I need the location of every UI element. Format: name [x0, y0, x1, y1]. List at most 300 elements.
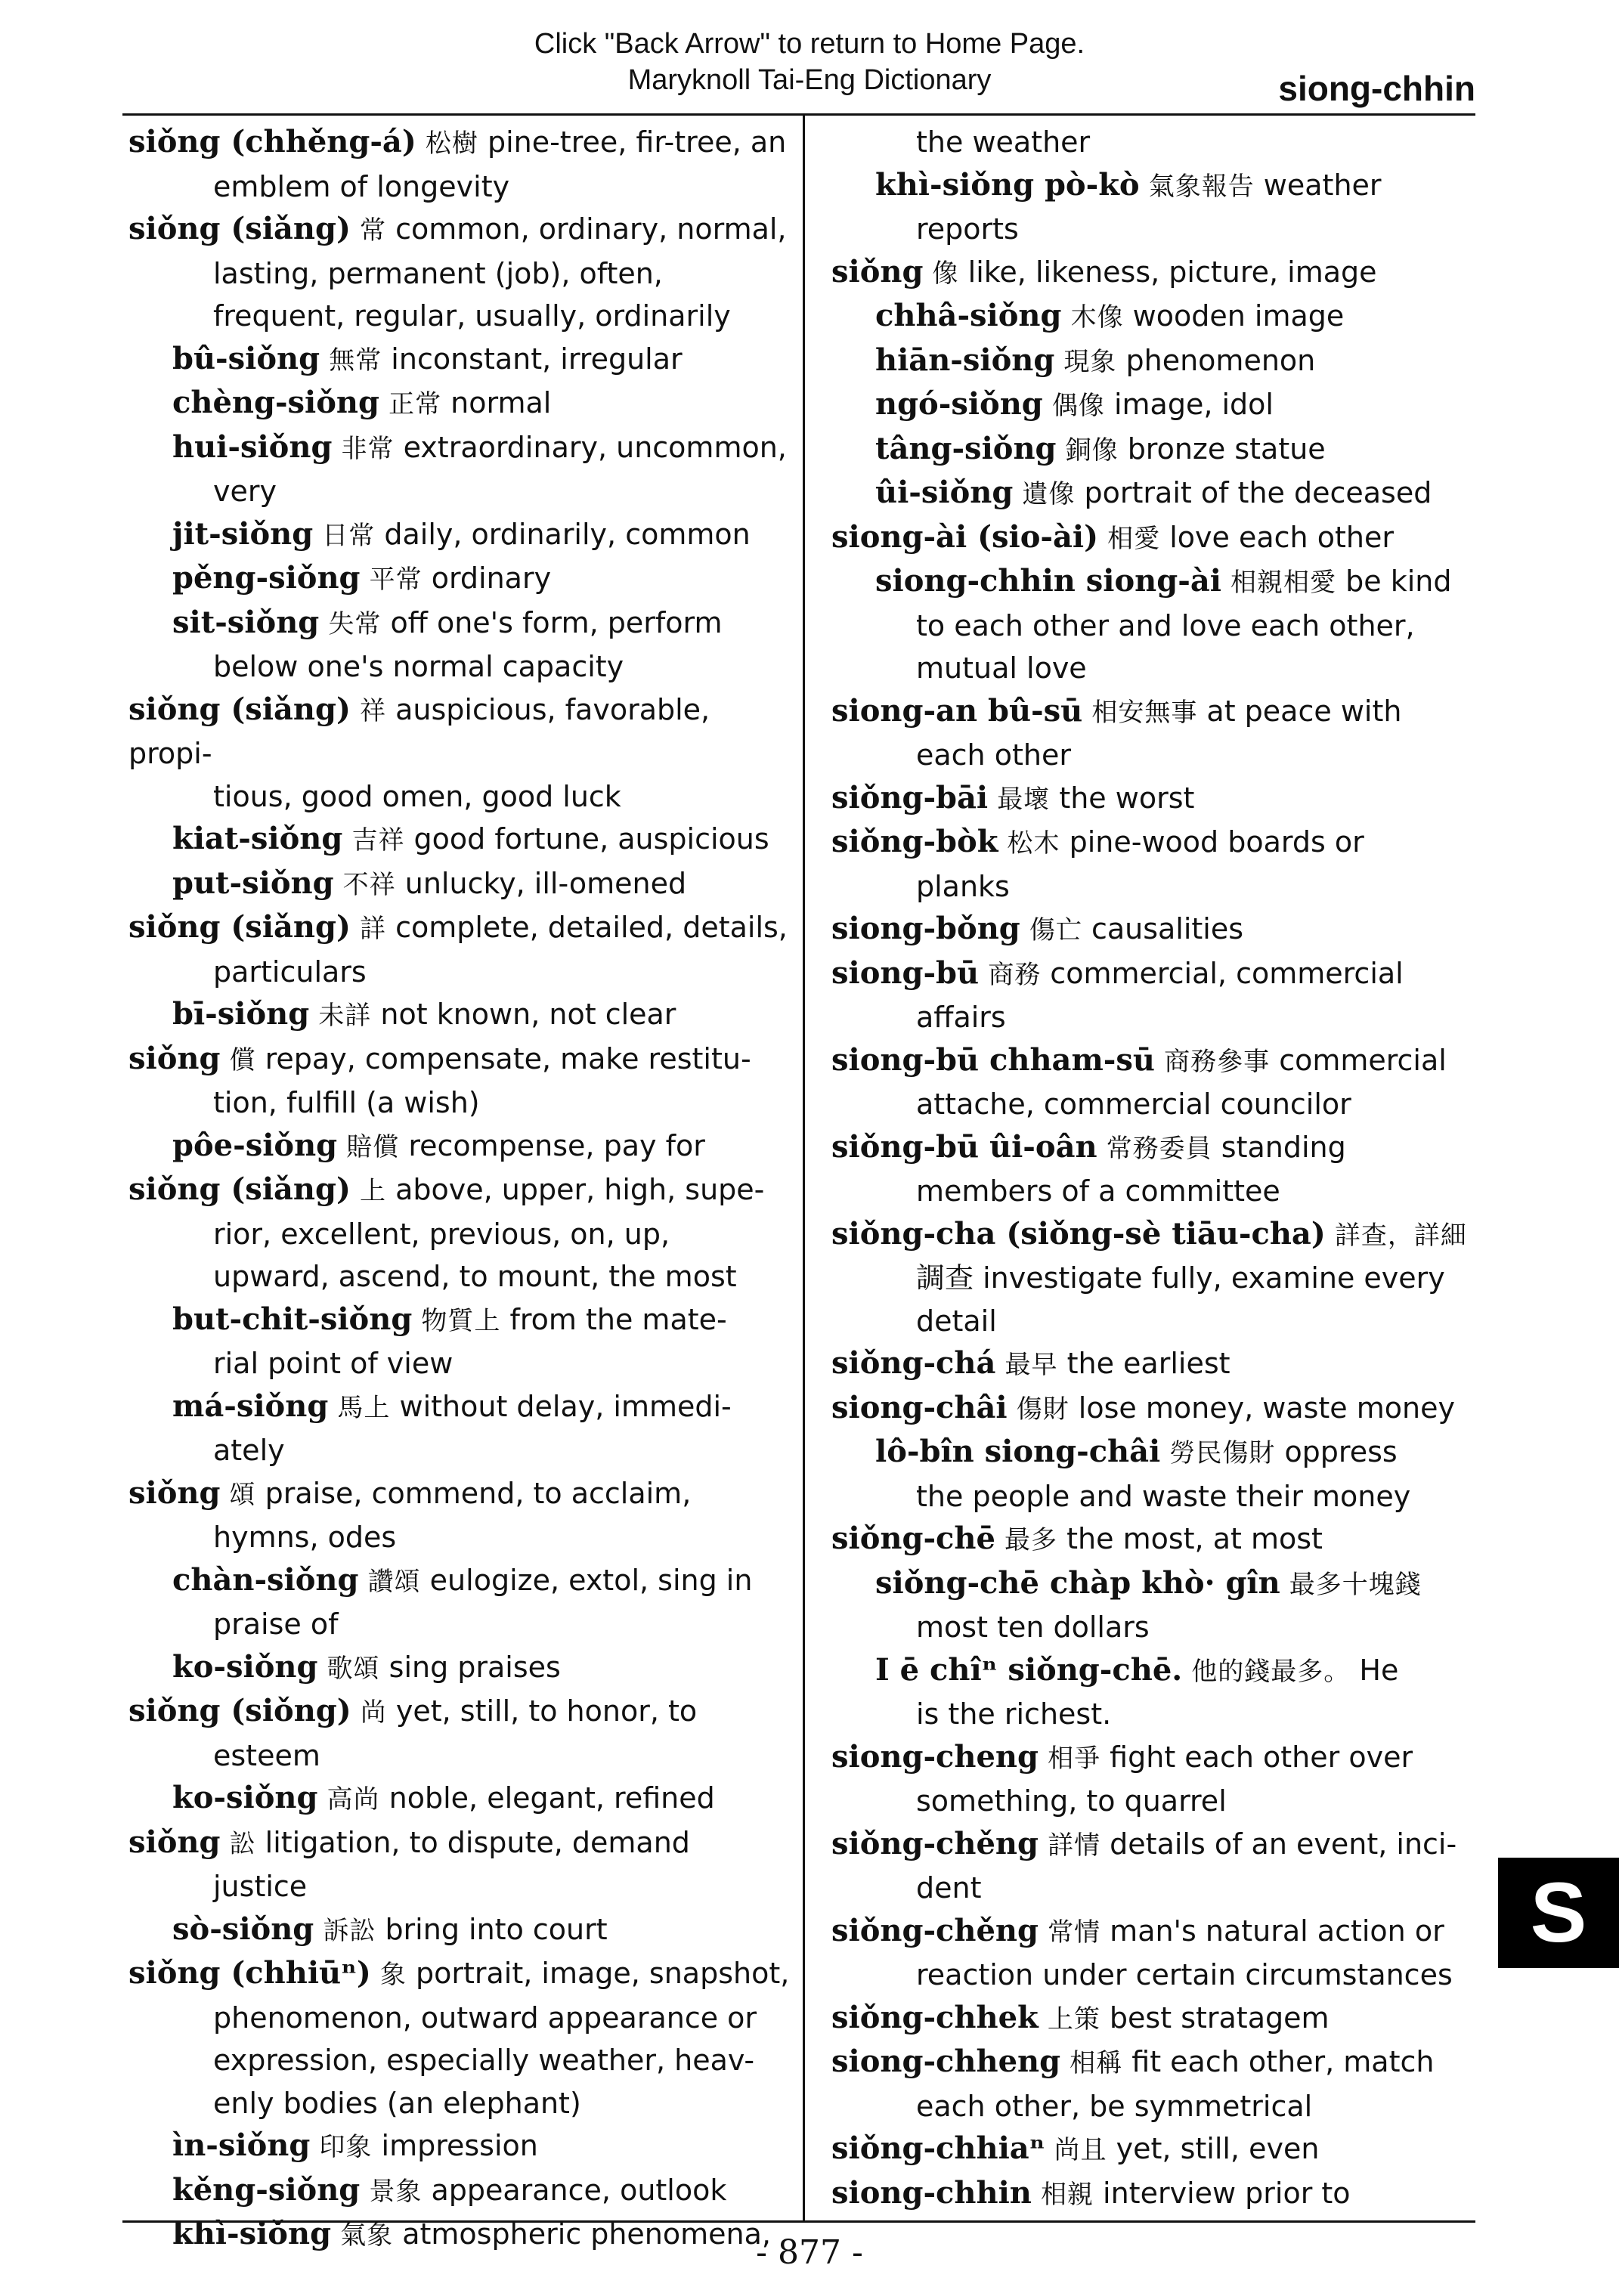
definition: from the mate- — [509, 1302, 727, 1336]
dictionary-entry — [831, 383, 1481, 428]
dictionary-entry — [831, 1431, 1481, 1518]
definition-continuation: enly bodies (an elephant) — [213, 2086, 581, 2120]
dictionary-entry — [831, 121, 1481, 164]
definition: without delay, immedi- — [399, 1389, 732, 1423]
definition: at peace with — [1206, 694, 1402, 728]
entry-line — [831, 2041, 1481, 2085]
entry-line — [172, 2124, 794, 2169]
definition: appearance, outlook — [431, 2173, 727, 2207]
definition: He — [1359, 1653, 1399, 1687]
dictionary-entry — [128, 2124, 794, 2169]
dictionary-entry — [831, 1736, 1481, 1823]
entry-line — [172, 1385, 794, 1430]
definition: not known, not clear — [380, 998, 676, 1031]
definition-continuation: something, to quarrel — [916, 1784, 1227, 1818]
headword: ìn-siǒng — [172, 2127, 311, 2163]
entry-line — [831, 1823, 1481, 1867]
definition: phenomenon — [1125, 343, 1316, 377]
dictionary-entry — [128, 688, 794, 818]
definition: noble, elegant, refined — [388, 1781, 715, 1815]
dictionary-entry — [128, 1298, 794, 1385]
dictionary-entry — [831, 2172, 1481, 2217]
dictionary-entry — [831, 821, 1481, 908]
chinese-characters: 氣象報告 — [1148, 171, 1255, 202]
definition: interview prior to — [1103, 2176, 1351, 2210]
definition-continuation: hymns, odes — [213, 1521, 397, 1554]
dictionary-entry — [831, 1213, 1481, 1300]
headword: siǒng-chhek — [831, 1999, 1039, 2035]
dictionary-entry — [128, 818, 794, 862]
headword: siong-ài (sio-ài) — [831, 518, 1099, 555]
headword: kěng-siǒng — [172, 2171, 361, 2208]
entry-line — [128, 208, 794, 252]
dictionary-entry — [831, 1649, 1481, 1736]
dictionary-entry — [831, 1342, 1481, 1387]
definition-continuation: each other — [916, 738, 1071, 772]
dictionary-entry — [128, 1821, 794, 1908]
definition-continuation: frequent, regular, usually, ordinarily — [213, 299, 731, 333]
entry-line — [831, 1736, 1481, 1781]
chinese-characters: 物質上 — [421, 1305, 501, 1336]
headword: pěng-siǒng — [172, 560, 361, 596]
chinese-characters: 像 — [932, 258, 959, 289]
chinese-characters: 高尚 — [327, 1784, 380, 1815]
definition: daily, ordinarily, common — [384, 517, 751, 551]
dictionary-entry — [128, 1777, 794, 1821]
dictionary-entry — [128, 2082, 794, 2125]
dictionary-entry — [831, 428, 1481, 472]
definition: inconstant, irregular — [391, 342, 683, 376]
dictionary-entry — [831, 164, 1481, 251]
entry-line — [128, 1821, 794, 1866]
definition-continuation: rial point of view — [213, 1347, 454, 1380]
definition-continuation: tious, good omen, good luck — [213, 779, 621, 813]
definition: details of an event, inci- — [1110, 1827, 1457, 1861]
entry-line — [172, 862, 794, 907]
entry-line — [875, 1431, 1481, 1475]
headword: siǒng (siǎng) — [128, 691, 351, 727]
chinese-characters: 景象 — [369, 2176, 423, 2207]
dictionary-entry — [128, 557, 794, 602]
column-divider — [803, 113, 805, 2223]
definition-continuation: detail — [916, 1304, 997, 1338]
chinese-characters: 象 — [379, 1960, 407, 1990]
dictionary-entry — [128, 1385, 794, 1472]
chinese-characters: 松樹 — [425, 128, 478, 159]
entry-line — [172, 818, 794, 862]
dictionary-entry — [831, 2127, 1481, 2172]
chinese-characters: 傷財 — [1016, 1394, 1070, 1425]
dictionary-entry — [831, 647, 1481, 690]
entry-line — [128, 1038, 794, 1082]
dictionary-entry — [128, 993, 794, 1038]
entry-line — [172, 338, 794, 382]
top-rule — [122, 113, 1475, 116]
entry-line — [875, 560, 1481, 605]
chinese-characters: 勞民傷財 — [1169, 1438, 1276, 1468]
entry-line — [831, 1213, 1481, 1258]
dictionary-entry — [128, 602, 794, 688]
headword: hiān-siǒng — [875, 342, 1055, 378]
chinese-characters: 賠償 — [346, 1131, 400, 1162]
headword: sò-siǒng — [172, 1911, 314, 1947]
chinese-characters: 常務委員 — [1106, 1133, 1212, 1164]
chinese-characters: 氣象 — [340, 2220, 394, 2251]
entry-line — [128, 1472, 794, 1517]
entry-line — [172, 513, 794, 558]
dictionary-entry — [128, 906, 794, 993]
chinese-characters: 商務 — [988, 959, 1042, 990]
headword: siǒng — [831, 253, 924, 289]
definition: commercial, commercial — [1050, 956, 1404, 990]
chinese-characters: 最多 — [1005, 1525, 1058, 1555]
dictionary-entry — [831, 1126, 1481, 1213]
definition: causalities — [1091, 912, 1244, 945]
definition-continuation: particulars — [213, 955, 367, 989]
chinese-characters: 償 — [229, 1044, 256, 1075]
entry-line — [831, 1342, 1481, 1387]
dictionary-entry — [128, 1038, 794, 1125]
entry-line — [831, 1039, 1481, 1084]
chinese-characters: 尚 — [360, 1697, 387, 1728]
entry-line — [875, 164, 1481, 209]
chinese-characters: 歌頌 — [327, 1653, 380, 1684]
headword: bû-siǒng — [172, 340, 320, 376]
entry-line — [172, 557, 794, 602]
chinese-characters: 吉祥 — [351, 825, 405, 856]
definition-continuation: the weather — [916, 125, 1091, 159]
dictionary-entry — [128, 208, 794, 295]
dictionary-entry — [128, 1646, 794, 1691]
dictionary-entry — [831, 1997, 1481, 2041]
chinese-characters: 相親相愛 — [1231, 568, 1337, 598]
definition: eulogize, extol, sing in — [429, 1563, 753, 1597]
chinese-characters: 正常 — [388, 389, 442, 419]
dictionary-entry — [831, 1300, 1481, 1343]
headword: ko-siǒng — [172, 1780, 318, 1815]
headword: siong-bǒng — [831, 911, 1020, 946]
chinese-characters: 失常 — [328, 608, 382, 639]
dictionary-entry — [831, 1823, 1481, 1910]
chinese-characters: 訟 — [229, 1828, 256, 1859]
definition: portrait of the deceased — [1084, 476, 1432, 509]
headword: siǒng-chhiaⁿ — [831, 2130, 1045, 2166]
definition: above, upper, high, supe- — [395, 1173, 765, 1206]
headword: chèng-siǒng — [172, 385, 379, 420]
definition-continuation: ately — [213, 1434, 285, 1467]
definition-continuation: planks — [916, 869, 1010, 903]
chinese-characters: 遺像 — [1022, 479, 1076, 509]
headword: siong-châi — [831, 1389, 1008, 1425]
entry-line — [172, 993, 794, 1038]
definition: atmospheric phenomena, — [402, 2217, 771, 2251]
definition: bronze statue — [1127, 432, 1326, 466]
definition: bring into court — [385, 1912, 608, 1946]
chinese-characters: 不祥 — [342, 869, 396, 900]
definition: unlucky, ill-omened — [404, 866, 687, 900]
chinese-characters: 相愛 — [1107, 523, 1161, 554]
definition-continuation: rior, excellent, previous, on, up, — [213, 1217, 670, 1251]
headword: siǒng-chē — [831, 1521, 995, 1556]
headword: I ē chîⁿ siǒng-chē. — [875, 1651, 1183, 1688]
dictionary-entry — [128, 121, 794, 208]
chinese-characters: 相安無事 — [1091, 697, 1198, 728]
chinese-characters: 讚頌 — [367, 1566, 421, 1597]
headword: hui-siǒng — [172, 429, 333, 465]
definition: fight each other over — [1110, 1740, 1413, 1774]
headword: jit-siǒng — [172, 515, 314, 552]
headword: siǒng — [128, 1040, 221, 1076]
dictionary-entry — [831, 690, 1481, 777]
chinese-characters: 最早 — [1005, 1350, 1058, 1380]
headword: siǒng (siǎng) — [128, 1171, 351, 1207]
right-column — [831, 121, 1481, 2216]
definition: lose money, waste money — [1078, 1391, 1455, 1425]
dictionary-entry — [128, 1952, 794, 2039]
definition: praise, commend, to acclaim, — [265, 1476, 692, 1510]
entry-line — [831, 516, 1481, 561]
chinese-characters: 相親 — [1040, 2179, 1094, 2210]
chinese-characters: 未詳 — [318, 1001, 372, 1031]
chinese-characters: 詳情 — [1048, 1830, 1101, 1861]
dictionary-title: Maryknoll Tai-Eng Dictionary — [627, 64, 992, 96]
entry-line — [172, 602, 794, 646]
entry-line — [831, 1387, 1481, 1431]
dictionary-entry — [831, 295, 1481, 339]
definition: yet, still, to honor, to — [395, 1694, 698, 1728]
dictionary-entry — [831, 472, 1481, 516]
entry-line — [172, 1298, 794, 1343]
chinese-characters: 松木 — [1007, 828, 1060, 859]
definition: complete, detailed, details, — [395, 911, 788, 944]
definition: impression — [381, 2129, 538, 2162]
entry-line — [172, 382, 794, 426]
entry-line — [831, 1126, 1481, 1171]
dictionary-entry — [831, 2041, 1481, 2127]
dictionary-entry — [831, 1039, 1481, 1126]
headword: chhâ-siǒng — [875, 298, 1062, 333]
definition-continuation: justice — [213, 1870, 308, 1903]
dictionary-entry — [831, 1562, 1481, 1649]
chinese-characters: 上策 — [1047, 2004, 1100, 2035]
dictionary-entry — [128, 1472, 794, 1559]
definition: be kind — [1345, 565, 1452, 598]
entry-line — [128, 1952, 794, 1997]
dictionary-entry — [128, 1168, 794, 1255]
dictionary-entry — [128, 426, 794, 513]
page-number: - 877 - — [756, 2233, 863, 2272]
chinese-characters: 相稱 — [1070, 2048, 1123, 2078]
entry-line — [831, 1910, 1481, 1954]
chinese-characters: 詳 — [360, 914, 386, 944]
dictionary-entry — [831, 560, 1481, 647]
definition-continuation: upward, ascend, to mount, the most — [213, 1260, 737, 1293]
definition: pine-wood boards or — [1069, 825, 1364, 859]
entry-line — [172, 1908, 794, 1953]
dictionary-entry — [128, 2039, 794, 2082]
entry-line — [831, 1997, 1481, 2041]
definition: fit each other, match — [1131, 2045, 1435, 2078]
headword: siǒng-bū ûi-oân — [831, 1128, 1097, 1165]
definition-continuation: reaction under certain circumstances — [916, 1958, 1453, 1991]
headword: siǒng-cha (siǒng-sè tiāu-cha) — [831, 1215, 1326, 1252]
letter-thumb-tab: S — [1498, 1858, 1619, 1968]
dictionary-entry — [128, 1690, 794, 1777]
entry-line — [831, 908, 1481, 952]
left-column — [128, 121, 794, 2257]
headword: kiat-siǒng — [172, 821, 343, 856]
definition: good fortune, auspicious — [413, 822, 769, 856]
definition: pine-tree, fir-tree, an — [487, 125, 787, 159]
definition-continuation: is the richest. — [916, 1697, 1112, 1731]
chinese-characters: 偶像 — [1051, 391, 1105, 421]
entry-line — [831, 777, 1481, 822]
headword: siong-chhin — [831, 2174, 1032, 2211]
entry-line — [128, 906, 794, 951]
dictionary-entry — [128, 2169, 794, 2214]
headword: put-siǒng — [172, 865, 334, 901]
entry-line — [172, 1125, 794, 1169]
headword: lô-bîn siong-châi — [875, 1434, 1161, 1469]
definition-continuation: the people and waste their money — [916, 1479, 1411, 1513]
definition: off one's form, perform — [390, 605, 723, 639]
chinese-characters: 現象 — [1063, 346, 1117, 377]
definition: the most, at most — [1066, 1522, 1323, 1555]
headword: khì-siǒng pò-kò — [875, 166, 1140, 203]
headword: siong-bū — [831, 955, 980, 991]
entry-line — [128, 688, 794, 775]
chinese-characters: 平常 — [369, 565, 423, 595]
definition-continuation: lasting, permanent (job), often, — [213, 256, 663, 290]
headword: tâng-siǒng — [875, 430, 1057, 466]
entry-line — [831, 821, 1481, 865]
definition: sing praises — [388, 1650, 561, 1684]
dictionary-entry — [128, 382, 794, 426]
entry-line — [831, 690, 1481, 735]
entry-line — [875, 383, 1481, 428]
headword: siǒng (siǒng) — [128, 1693, 351, 1728]
chinese-characters: 常 — [360, 215, 386, 246]
definition: weather — [1263, 168, 1382, 202]
dictionary-entry — [831, 1518, 1481, 1562]
definition: recompense, pay for — [408, 1128, 705, 1162]
definition: wooden image — [1132, 299, 1345, 333]
headword: ko-siǒng — [172, 1648, 318, 1685]
dictionary-entry — [128, 1255, 794, 1298]
headword: ngó-siǒng — [875, 386, 1043, 422]
headword: siǒng (chhěng-á) — [128, 124, 416, 159]
definition-continuation: 調查 investigate fully, examine every — [916, 1261, 1445, 1295]
definition-continuation: reports — [916, 212, 1019, 246]
definition: portrait, image, snapshot, — [415, 1957, 790, 1990]
entry-line — [875, 339, 1481, 384]
entry-line — [831, 2172, 1481, 2217]
dictionary-entry — [128, 862, 794, 907]
dictionary-entry — [831, 952, 1481, 1039]
chinese-characters: 相爭 — [1048, 1743, 1101, 1774]
entry-line — [831, 251, 1481, 296]
dictionary-entry — [831, 1910, 1481, 1997]
definition: love each other — [1169, 520, 1394, 554]
definition-continuation: each other, be symmetrical — [916, 2089, 1313, 2123]
entry-line — [875, 472, 1481, 516]
chinese-characters: 銅像 — [1065, 435, 1119, 466]
definition: litigation, to dispute, demand — [265, 1825, 690, 1859]
dictionary-entry — [128, 338, 794, 382]
entry-line — [831, 952, 1481, 997]
definition: best stratagem — [1109, 2000, 1330, 2035]
chinese-characters: 祥 — [360, 695, 386, 726]
chinese-characters: 常情 — [1048, 1917, 1101, 1948]
entry-line — [172, 426, 794, 471]
definition-continuation: very — [213, 475, 277, 508]
headword: siong-chheng — [831, 2044, 1061, 2079]
dictionary-entry — [128, 295, 794, 338]
headword: siǒng-bāi — [831, 779, 989, 815]
definition: normal — [450, 386, 552, 419]
definition-continuation: phenomenon, outward appearance or — [213, 2000, 757, 2035]
chinese-characters: 他的錢最多。 — [1191, 1656, 1351, 1687]
definition: ordinary — [431, 562, 552, 595]
entry-line — [831, 1518, 1481, 1562]
chinese-characters: 最壞 — [997, 784, 1051, 815]
headword: siǒng — [128, 1824, 221, 1860]
definition-continuation: dent — [916, 1871, 982, 1905]
headword: siǒng-bòk — [831, 824, 998, 859]
dictionary-entry — [831, 339, 1481, 384]
definition-continuation: members of a committee — [916, 1174, 1280, 1208]
chinese-characters: 木像 — [1070, 302, 1124, 333]
entry-line — [831, 2127, 1481, 2172]
definition: commercial — [1279, 1043, 1447, 1077]
chinese-characters: 商務參事 — [1164, 1046, 1271, 1077]
definition-continuation: to each other and love each other, — [916, 608, 1415, 642]
headword: but-chit-siǒng — [172, 1301, 413, 1337]
dictionary-entry — [128, 1125, 794, 1169]
back-home-link[interactable]: Click "Back Arrow" to return to Home Page. — [534, 28, 1085, 60]
headword: má-siǒng — [172, 1388, 329, 1424]
dictionary-entry — [831, 908, 1481, 952]
definition: standing — [1221, 1130, 1346, 1164]
entry-line — [128, 121, 794, 166]
entry-line — [128, 1690, 794, 1734]
definition: image, idol — [1113, 388, 1274, 421]
entry-line — [875, 1649, 1481, 1694]
entry-line — [875, 428, 1481, 472]
entry-line — [172, 2169, 794, 2214]
headword: siǒng-chá — [831, 1345, 996, 1381]
headword: siǒng-chē chàp khò· gîn — [875, 1564, 1280, 1601]
entry-line — [172, 1777, 794, 1821]
definition-continuation: emblem of longevity — [213, 169, 510, 203]
entry-line — [875, 1562, 1481, 1607]
definition-continuation: mutual love — [916, 651, 1087, 685]
definition: like, likeness, picture, image — [967, 255, 1377, 289]
chinese-characters: 傷亡 — [1029, 915, 1082, 945]
definition-continuation: expression, especially weather, heav- — [213, 2044, 755, 2077]
chinese-characters: 非常 — [341, 433, 395, 464]
headword: bī-siǒng — [172, 996, 310, 1032]
chinese-characters: 上 — [360, 1176, 386, 1206]
dictionary-entry — [831, 251, 1481, 296]
headword: chàn-siǒng — [172, 1561, 359, 1598]
definition-continuation: praise of — [213, 1608, 339, 1641]
definition: repay, compensate, make restitu- — [265, 1041, 751, 1075]
chinese-characters: 詳查，詳細 — [1334, 1220, 1467, 1251]
definition: auspicious, favorable, propi- — [128, 692, 710, 770]
headword: pôe-siǒng — [172, 1127, 338, 1163]
headword: siǒng (siǎng) — [128, 211, 351, 246]
